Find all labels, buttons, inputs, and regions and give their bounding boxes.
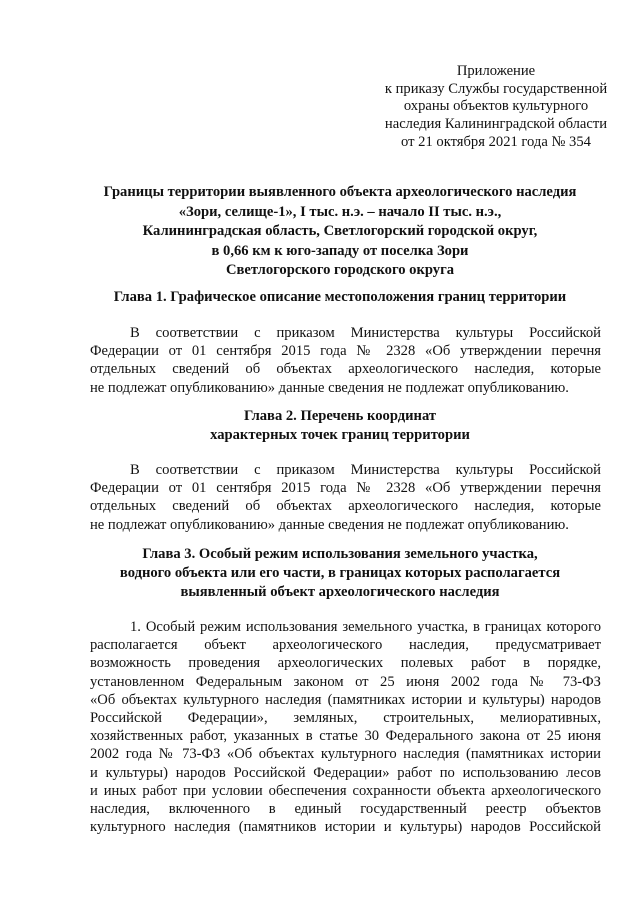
paragraph-line: отдельных сведений об объектах археологического наследия, которые — [90, 498, 601, 515]
paragraph-line: В соответствии с приказом Министерства культуры Российской — [130, 325, 601, 341]
title-line: «Зори, селище-1», I тыс. н.э. – начало II тыс. н.э., — [178, 203, 502, 220]
chapter3-paragraph — [90, 618, 601, 836]
chapter1-paragraph — [90, 324, 601, 397]
paragraph-line: наследия, включенного в единый государственный реестр объектов — [90, 801, 601, 818]
chapter2-heading-line: Глава 2. Перечень координат — [243, 408, 437, 424]
chapter2-heading — [80, 407, 600, 445]
paragraph-line: возможность проведения археологических полевых работ в порядке, — [90, 655, 601, 672]
paragraph-line: «Об объектах культурного наследия (памятниках истории и культуры) народов — [90, 691, 601, 708]
paragraph-line: располагается объект археологического наследия, предусматривает — [90, 637, 601, 654]
chapter2-heading-line: характерных точек границ территории — [210, 427, 470, 443]
chapter3-heading-line: выявленный объект археологического наследия — [180, 584, 500, 600]
appendix-line: к приказу Службы государственной — [384, 80, 608, 97]
appendix-header — [372, 63, 620, 152]
appendix-line: охраны объектов культурного — [403, 98, 589, 115]
paragraph-line: отдельных сведений об объектах археологического наследия, которые — [90, 361, 601, 378]
paragraph-line: В соответствии с приказом Министерства культуры Российской — [130, 462, 601, 478]
appendix-line: от 21 октября 2021 года № 354 — [401, 133, 591, 150]
chapter1-heading — [80, 288, 600, 307]
paragraph-line: 1. Особый режим использования земельного участка, в границах которого — [130, 619, 601, 635]
paragraph-line: Федерации от 01 сентября 2015 года № 2328 «Об утверждении перечня — [90, 343, 601, 360]
title-line: Светлогорского городского округа — [225, 262, 455, 279]
paragraph-line: установленном Федеральным законом от 25 июня 2002 года № 73-ФЗ — [90, 673, 601, 690]
title-line: Калининградская область, Светлогорский городской округ, — [142, 223, 538, 240]
chapter3-heading-line: водного объекта или его части, в границах которых располагается — [119, 565, 561, 581]
paragraph-line: Федерации от 01 сентября 2015 года № 2328 «Об утверждении перечня — [90, 480, 601, 497]
document-title — [80, 183, 600, 281]
paragraph-line: и иных работ при условии обеспечения сохранности объекта археологического — [90, 782, 601, 799]
chapter1-heading-line: Глава 1. Графическое описание местоположения границ территории — [113, 289, 567, 305]
paragraph-line: и культуры) народов Российской Федерации» работ по использованию лесов — [90, 764, 601, 781]
appendix-line: Приложение — [456, 63, 536, 79]
paragraph-line: Российской Федерации», земляных, строительных, мелиоративных, — [90, 710, 601, 727]
title-line: Границы территории выявленного объекта археологического наследия — [103, 184, 577, 200]
title-line: в 0,66 км к юго-западу от поселка Зори — [211, 242, 469, 259]
paragraph-line: не подлежат опубликованию» данные сведения не подлежат опубликованию. — [90, 516, 569, 533]
chapter2-paragraph — [90, 461, 601, 534]
chapter3-heading — [80, 545, 600, 602]
appendix-line: наследия Калининградской области — [384, 116, 608, 133]
paragraph-line: не подлежат опубликованию» данные сведения не подлежат опубликованию. — [90, 379, 569, 396]
paragraph-line: культурного наследия (памятников истории и культуры) народов Российской — [90, 819, 601, 836]
paragraph-line: 2002 года № 73-ФЗ «Об объектах культурного наследия (памятниках истории — [90, 746, 601, 763]
chapter3-heading-line: Глава 3. Особый режим использования земельного участка, — [142, 546, 538, 562]
paragraph-line: хозяйственных работ, указанных в статье 30 Федерального закона от 25 июня — [90, 728, 601, 745]
